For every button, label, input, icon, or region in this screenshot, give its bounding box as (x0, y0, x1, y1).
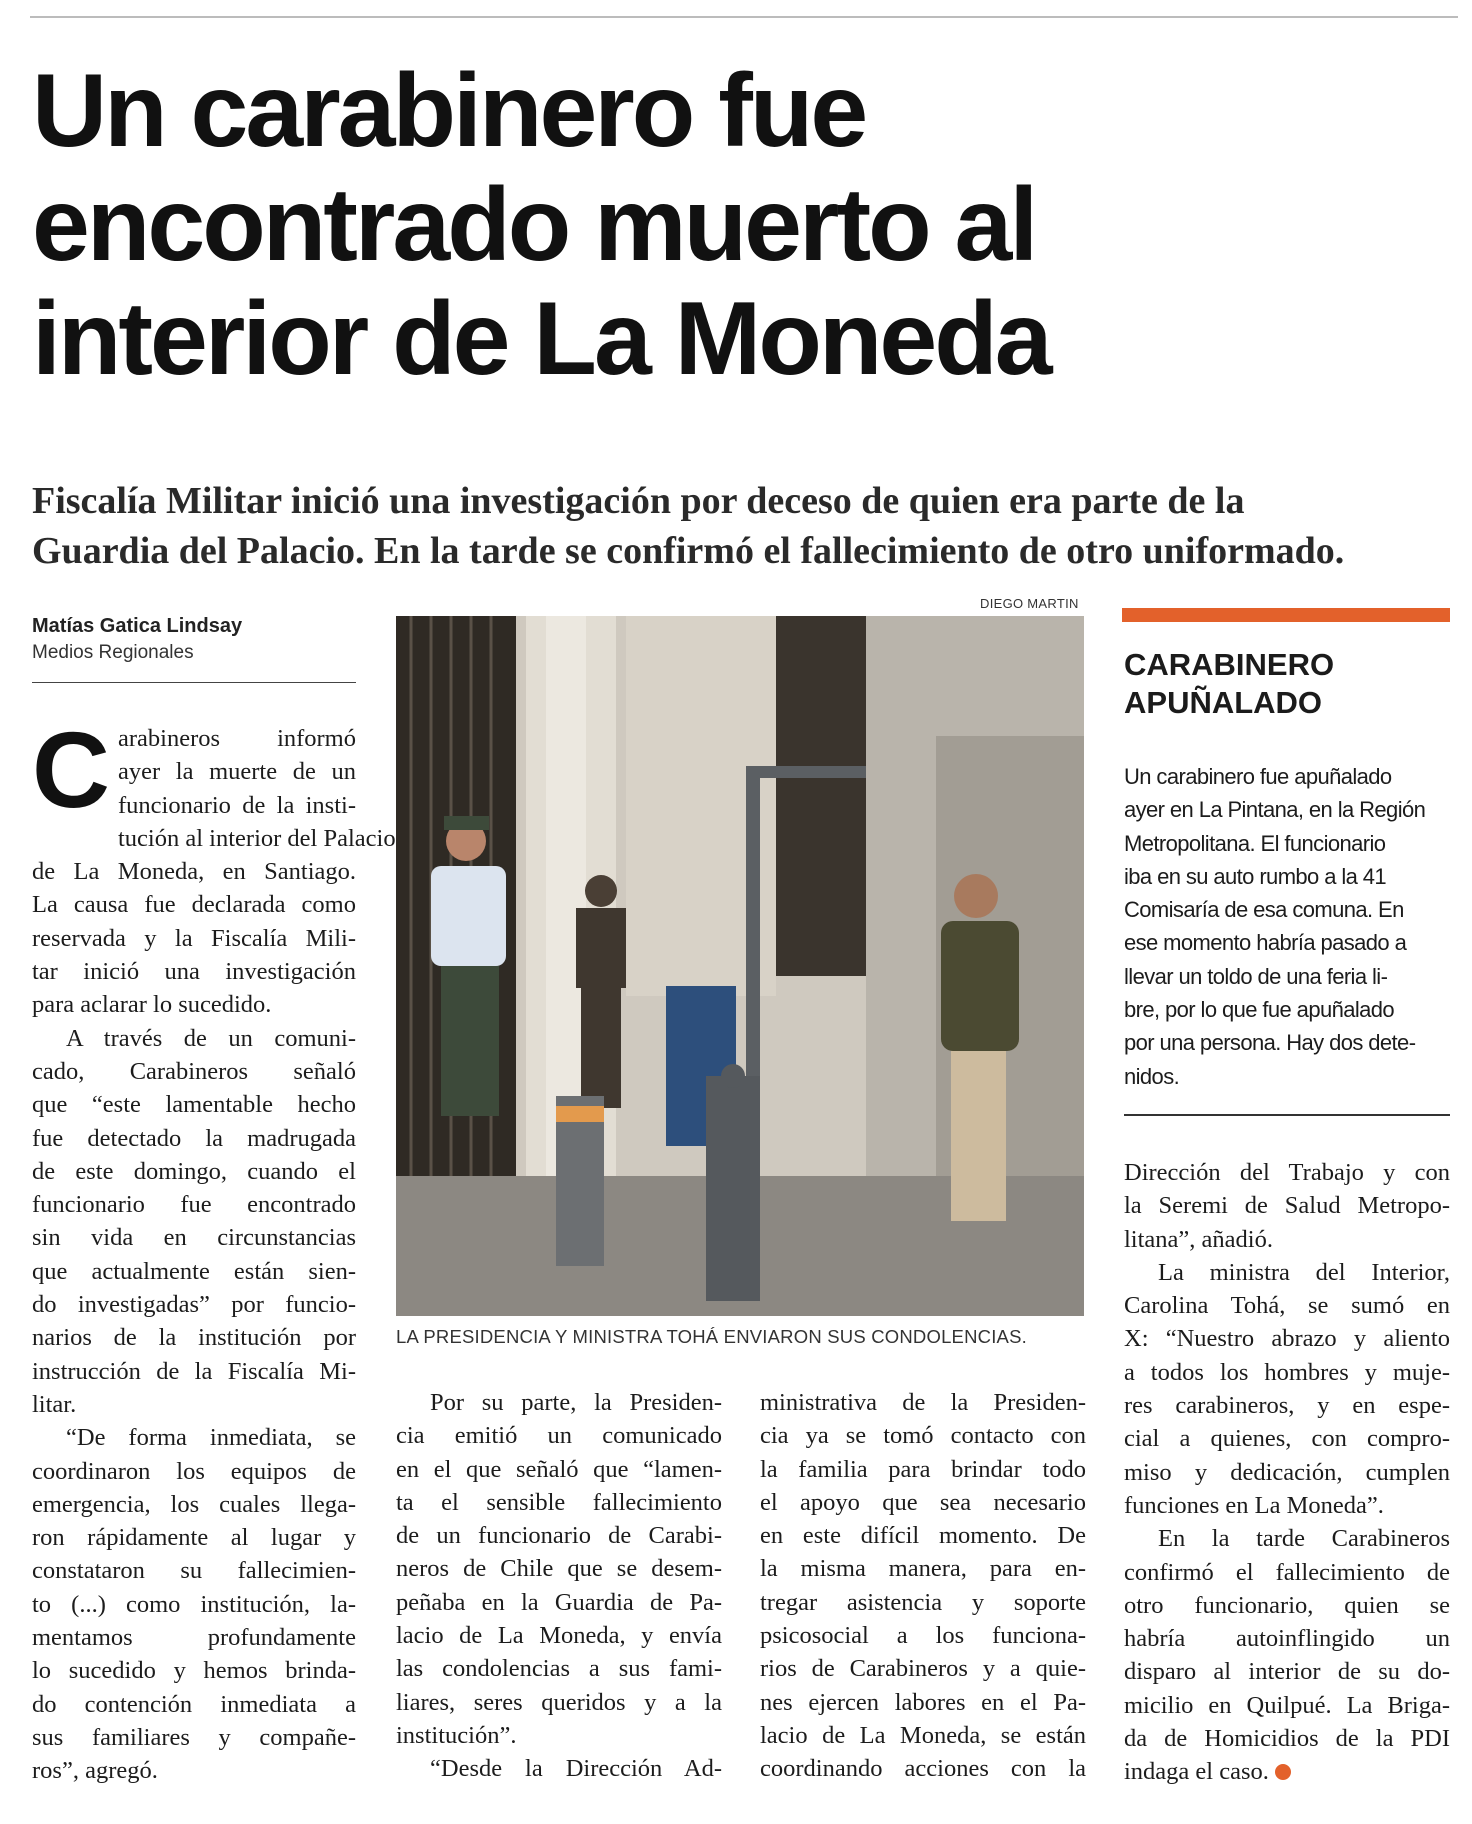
text-line: ros”, agregó. (32, 1757, 158, 1785)
text-line: arabineros informó (118, 725, 356, 752)
text-line: confirmó el fallecimiento de (1124, 1558, 1450, 1586)
text-line: La causa fue declarada como (32, 891, 356, 919)
text-line: “De forma inmediata, se (66, 1424, 356, 1452)
photo-caption: LA PRESIDENCIA Y MINISTRA TOHÁ ENVIARON SUS CONDOLENCIAS. (396, 1326, 1027, 1347)
sidebar-title-line: CARABINERO (1124, 647, 1335, 682)
text-line: en el que señaló que “lamen- (396, 1455, 722, 1483)
headline-line: interior de La Moneda (32, 281, 1050, 397)
text-line: a todos los hombres y muje- (1124, 1358, 1450, 1386)
text-line: ayer la muerte de un (118, 758, 356, 786)
text-line: La ministra del Interior, (1158, 1258, 1450, 1286)
text-line: reservada y la Fiscalía Mili- (32, 924, 356, 952)
headline (32, 54, 1432, 396)
deck (32, 476, 1442, 576)
text-line: de La Moneda, en Santiago. (32, 858, 356, 886)
text-line-final (1124, 1755, 1450, 1788)
byline-author: Matías Gatica Lindsay (32, 615, 243, 637)
text-line: ron rápidamente al lugar y (32, 1524, 356, 1552)
text-line: Dirección del Trabajo y con (1124, 1159, 1450, 1186)
text-line: funcionario fue encontrado (32, 1191, 356, 1219)
text-line: miso y dedicación, cumplen (1124, 1458, 1450, 1486)
text-line: litar. (32, 1390, 77, 1418)
text-line: institución”. (396, 1721, 517, 1749)
text-line: indaga el caso. (1124, 1758, 1269, 1786)
article-column-4 (1124, 1156, 1450, 1789)
sidebar-line: nidos. (1124, 1063, 1180, 1089)
sidebar-title (1124, 646, 1450, 722)
text-line: narios de la institución por (32, 1324, 356, 1352)
text-line: tregar asistencia y soporte (760, 1588, 1086, 1616)
text-line: en este difícil momento. De (760, 1522, 1086, 1550)
text-line: fue detectado la madrugada (32, 1124, 356, 1152)
sidebar-title-line: APUÑALADO (1124, 685, 1323, 720)
sidebar-line: Comisaría de esa comuna. En (1124, 897, 1404, 923)
text-line: lacio de La Moneda, se están (760, 1721, 1086, 1749)
text-line: rios de Carabineros y a quie- (760, 1655, 1086, 1683)
sidebar-accent-bar (1122, 608, 1450, 622)
text-line: res carabineros, y en espe- (1124, 1392, 1450, 1420)
text-line: de un funcionario de Carabi- (396, 1522, 722, 1550)
text-line: instrucción de la Fiscalía Mi- (32, 1357, 356, 1385)
text-line: micilio en Quilpué. La Briga- (1124, 1691, 1450, 1719)
text-line: Por su parte, la Presiden- (430, 1389, 722, 1416)
text-line: cia emitió un comunicado (396, 1422, 722, 1450)
text-line: do contención inmediata a (32, 1690, 356, 1718)
text-line: ta el sensible fallecimiento (396, 1488, 722, 1516)
text-line: liares, seres queridos y a la (396, 1688, 722, 1716)
byline (32, 612, 362, 666)
sidebar-line: por una persona. Hay dos dete- (1124, 1030, 1416, 1056)
text-line: peñaba en la Guardia de Pa- (396, 1588, 722, 1616)
text-line: para aclarar lo sucedido. (32, 991, 272, 1019)
text-line: sus familiares y compañe- (32, 1723, 356, 1751)
text-line: tar inició una investigación (32, 958, 356, 986)
text-line: cial a quienes, con compro- (1124, 1425, 1450, 1453)
article-column-3 (760, 1386, 1086, 1786)
sidebar-line: ese momento habría pasado a (1124, 930, 1407, 956)
text-line: neros de Chile que se desem- (396, 1555, 722, 1583)
photo-illustration (396, 616, 1084, 1316)
text-line: nes ejercen labores en el Pa- (760, 1688, 1086, 1716)
text-line: coordinando acciones con la (760, 1755, 1086, 1783)
text-line: funcionario de la insti- (118, 791, 356, 819)
text-line: coordinaron los equipos de (32, 1457, 356, 1485)
text-line: la Seremi de Salud Metropo- (1124, 1192, 1450, 1220)
text-line: el apoyo que sea necesario (760, 1488, 1086, 1516)
headline-line: encontrado muerto al (32, 167, 1036, 283)
text-line: tución al interior del Palacio (118, 824, 396, 852)
text-line: Carolina Tohá, se sumó en (1124, 1292, 1450, 1320)
sidebar-line: ayer en La Pintana, en la Región (1124, 797, 1426, 823)
text-line: mentamos profundamente (32, 1624, 356, 1652)
text-line: ministrativa de la Presiden- (760, 1389, 1086, 1416)
sidebar-rule (1124, 1114, 1450, 1116)
text-line: que actualmente están sien- (32, 1257, 356, 1285)
sidebar-line: Un carabinero fue apuñalado (1124, 764, 1392, 789)
text-line: habría autoinflingido un (1124, 1625, 1450, 1653)
text-line: otro funcionario, quien se (1124, 1591, 1450, 1619)
text-line: la misma manera, para en- (760, 1555, 1086, 1583)
text-line: la familia para brindar todo (760, 1455, 1086, 1483)
text-line: X: “Nuestro abrazo y aliento (1124, 1325, 1450, 1353)
byline-rule (32, 682, 356, 683)
text-line: to (...) como institución, la- (32, 1590, 356, 1618)
text-line: do investigadas” por funcio- (32, 1291, 356, 1319)
sidebar-line: Metropolitana. El funcionario (1124, 830, 1386, 856)
text-line: A través de un comuni- (66, 1024, 356, 1052)
text-line: de este domingo, cuando el (32, 1157, 356, 1185)
article-column-2 (396, 1386, 722, 1786)
end-of-article-icon (1275, 1764, 1291, 1780)
photo-credit: DIEGO MARTIN (980, 596, 1079, 611)
byline-outlet: Medios Regionales (32, 642, 194, 663)
text-line: cia ya se tomó contacto con (760, 1422, 1086, 1450)
text-line: En la tarde Carabineros (1158, 1525, 1450, 1553)
text-line: que “este lamentable hecho (32, 1091, 356, 1119)
text-line: las condolencias a sus fami- (396, 1655, 722, 1683)
sidebar-line: bre, por lo que fue apuñalado (1124, 997, 1395, 1023)
text-line: constataron su fallecimien- (32, 1557, 356, 1585)
text-line: emergencia, los cuales llega- (32, 1490, 356, 1518)
sidebar-line: llevar un toldo de una feria li- (1124, 963, 1388, 989)
text-line: da de Homicidios de la PDI (1124, 1725, 1450, 1753)
deck-line: Fiscalía Militar inició una investigación por deceso de quien era parte de la (32, 480, 1245, 522)
news-photo (396, 616, 1084, 1316)
text-line: lacio de La Moneda, y envía (396, 1622, 722, 1650)
text-line: cado, Carabineros señaló (32, 1057, 356, 1085)
article-column-1 (32, 709, 396, 1788)
text-line: lo sucedido y hemos brinda- (32, 1657, 356, 1685)
sidebar-line: iba en su auto rumbo a la 41 (1124, 863, 1387, 889)
text-line: psicosocial a los funciona- (760, 1622, 1086, 1650)
text-line: sin vida en circunstancias (32, 1224, 356, 1252)
drop-cap: C (32, 709, 110, 830)
top-rule (30, 16, 1458, 18)
text-line: funciones en La Moneda”. (1124, 1491, 1384, 1519)
text-line: “Desde la Dirección Ad- (430, 1755, 722, 1783)
text-line: litana”, añadió. (1124, 1225, 1273, 1253)
sidebar-body (1124, 760, 1450, 1093)
headline-line: Un carabinero fue (32, 53, 866, 169)
text-line: disparo al interior de su do- (1124, 1658, 1450, 1686)
deck-line: Guardia del Palacio. En la tarde se confirmó el fallecimiento de otro uniformado. (32, 530, 1345, 572)
